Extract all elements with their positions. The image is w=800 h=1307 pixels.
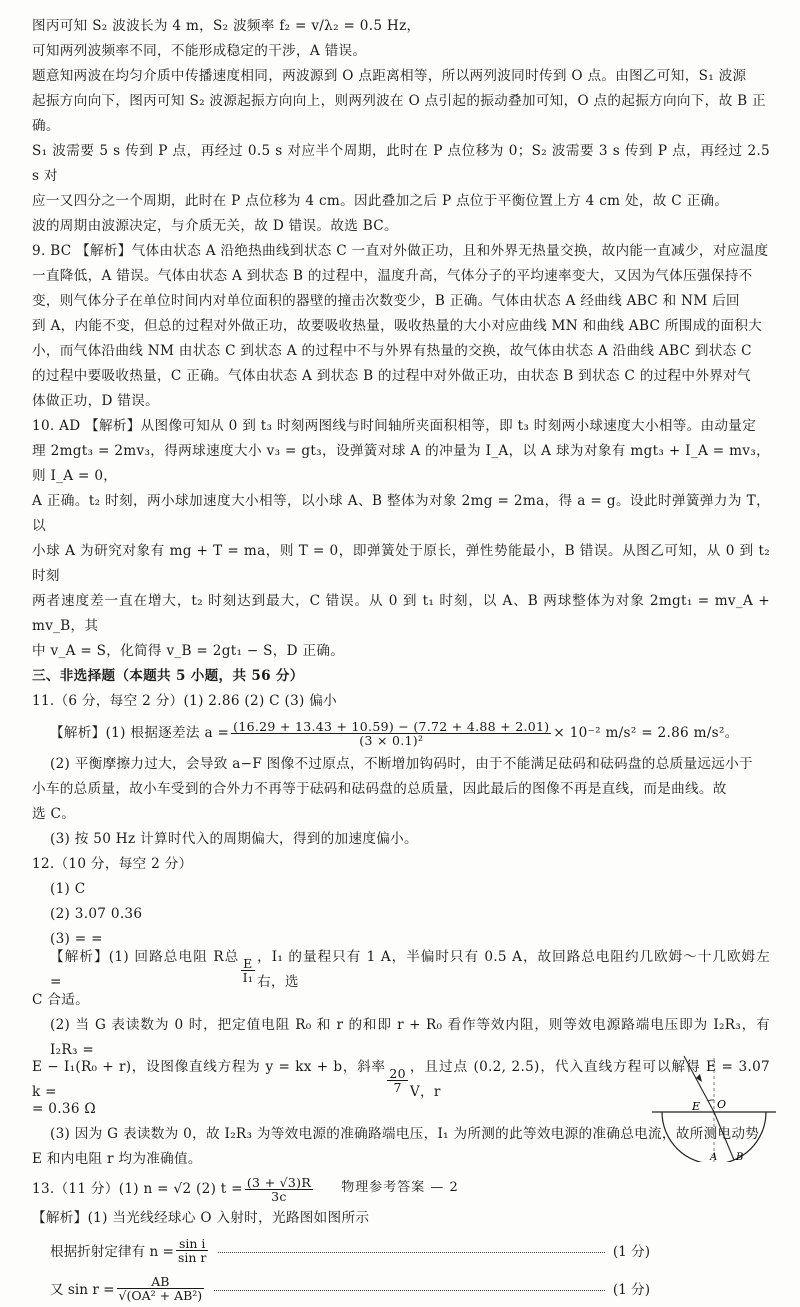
- text-line: 确。: [32, 118, 60, 134]
- q10-line: 两者速度差一直在增大，t₂ 时刻达到最大，C 错误。从 0 到 t₁ 时刻，以 A、B 两球整体为对象 2mgt₁ = mv_A + mv_B，其: [32, 593, 770, 634]
- q10-line: A 正确。t₂ 时刻，两小球加速度大小相等，以小球 A、B 整体为对象 2mg = 2ma，得 a = g。设此时弹簧弹力为 T，以: [32, 493, 770, 534]
- score-label: (1 分): [612, 1282, 650, 1298]
- text-line: S₁ 波需要 5 s 传到 P 点，再经过 0.5 s 对应半个周期，此时在 P 点位移为 0；S₂ 波需要 3 s 传到 P 点，再经过 2.5 s 对: [32, 143, 770, 184]
- q11-formula-lead: 【解析】(1) 根据逐差法 a =: [50, 724, 230, 741]
- q12-line: C 合适。: [32, 992, 90, 1008]
- q9-line: 变，则气体分子在单位时间内对单位面积的器壁的撞击次数变少，B 正确。气体由状态 A 经曲线 ABC 和 NM 后回: [32, 293, 740, 309]
- q11-formula-tail: × 10⁻² m/s² = 2.86 m/s²。: [553, 724, 739, 741]
- fraction: [231, 720, 551, 747]
- q10-line: 中 v_A = S，化简得 v_B = 2gt₁ − S，D 正确。: [32, 643, 345, 659]
- text-line: 可知两列波频率不同，不能形成稳定的干涉，A 错误。: [32, 43, 367, 59]
- fraction: [117, 1275, 205, 1302]
- q9-line: 小，而气体沿曲线 NM 由状态 C 到状态 A 的过程中不与外界有热量的交换，故气体由状态 A 沿曲线 ABC 到状态 C: [32, 343, 752, 359]
- light-path-diagram: [648, 1052, 780, 1162]
- q12-answer-2: (2) 3.07 0.36: [50, 906, 143, 922]
- q12-line: (3) 因为 G 表读数为 0，故 I₂R₃ 为等效电源的准确路端电压，I₁ 为所测的此等效电源的准确总电流，故所测电动势: [50, 1126, 760, 1142]
- label-e: E: [692, 1100, 701, 1113]
- score-label: (1 分): [612, 1244, 650, 1260]
- label-b: B: [736, 1152, 744, 1162]
- q9-line: 9. BC 【解析】气体由状态 A 沿绝热曲线到状态 C 一直对外做正功，且和外界无热量交换，故内能一直减少，对应温度: [32, 243, 769, 259]
- q11-line: 小车的总质量，故小车受到的合外力不再等于砝码和砝码盘的总质量，因此最后的图像不再是直线，而是曲线。故: [32, 781, 727, 797]
- q13-line: 【解析】(1) 当光线经球心 O 入射时，光路图如图所示: [32, 1210, 370, 1226]
- label-a: A: [710, 1152, 718, 1162]
- section-heading: 三、非选择题（本题共 5 小题，共 56 分）: [32, 668, 304, 684]
- q12-slope-tail: ，且过点 (0.2, 2.5)，代入直线方程可以解得 E = 3.07 V，r: [409, 1059, 770, 1100]
- denominator: (3 × 0.1)²: [359, 732, 424, 748]
- denominator: 7: [393, 1079, 402, 1095]
- q12-answer-1: (1) C: [50, 881, 86, 897]
- label-o: O: [717, 1098, 727, 1111]
- q12-line: = 0.36 Ω: [32, 1101, 96, 1117]
- q9-line: 到 A，内能不变，但总的过程对外做正功，故要吸收热量，吸收热量的大小对应曲线 MN 和曲线 ABC 所围成的面积大: [32, 318, 763, 334]
- denominator: √(OA² + AB²): [118, 1287, 203, 1303]
- page-footer: 物理参考答案 — 2: [341, 1180, 459, 1195]
- denominator: I₁: [242, 969, 254, 985]
- text-line: 题意知两波在均匀介质中传播速度相同，两波源到 O 点距离相等，所以两列波同时传到 O 点。由图乙可知，S₁ 波源: [32, 68, 747, 84]
- numerator: (16.29 + 13.43 + 10.59) − (7.72 + 4.88 + 2.01): [233, 718, 550, 734]
- q11-formula: [32, 714, 770, 752]
- q12-answer: 12.（10 分，每空 2 分）: [32, 856, 193, 872]
- q10-line: 10. AD 【解析】从图像可知从 0 到 t₃ 时刻两图线与时间轴所夹面积相等，即 t₃ 时刻两小球速度大小相等。由动量定: [32, 418, 757, 434]
- q13-eq2: [32, 1269, 650, 1307]
- numerator: 20: [389, 1065, 406, 1081]
- angle-arc: [708, 1100, 714, 1101]
- denominator: sin r: [177, 1249, 207, 1265]
- q10-line: 理 2mgt₃ = 2mv₃，得两球速度大小 v₃ = gt₃，设弹簧对球 A 的冲量为 I_A，以 A 球为对象有 mgt₃ + I_A = mv₃，则 I_A = 0，: [32, 443, 770, 484]
- leader-dots: [218, 1252, 604, 1253]
- fraction: [176, 1237, 208, 1264]
- fraction: [387, 1067, 408, 1094]
- q11-line: 选 C。: [32, 806, 76, 822]
- q13-eq1-lead: 根据折射定律有 n =: [50, 1244, 174, 1260]
- numerator: E: [241, 957, 256, 971]
- q9-line: 的过程中要吸收热量，C 正确。气体由状态 A 到状态 B 的过程中对外做正功，由状态 B 到状态 C 的过程中外界对气: [32, 368, 751, 384]
- denominator: 3c: [271, 1188, 287, 1204]
- q13-answer-lead: 13.（11 分）(1) n = √2 (2) t =: [32, 1180, 243, 1197]
- q12-slope-lead: E − I₁(R₀ + r)，设图像直线方程为 y = kx + b，斜率 k =: [32, 1059, 386, 1100]
- q12-formula-lead: 【解析】(1) 回路总电阻 R总 =: [50, 949, 239, 990]
- q12-line: (2) 当 G 表读数为 0 时，把定值电阻 R₀ 和 r 的和即 r + R₀ 看作等效内阻，则等效电源路端电压即为 I₂R₃，有 I₂R₃ =: [50, 1017, 770, 1058]
- q10-line: 小球 A 为研究对象有 mg + T = ma，则 T = 0，即弹簧处于原长，弹性势能最小，B 错误。从图乙可知，从 0 到 t₂ 时刻: [32, 543, 770, 584]
- text-line: 波的周期由波源决定，与介质无关，故 D 错误。故选 BC。: [32, 218, 398, 234]
- q11-answer: 11.（6 分，每空 2 分）(1) 2.86 (2) C (3) 偏小: [32, 693, 338, 709]
- q11-line: (2) 平衡摩擦力过大，会导致 a−F 图像不过原点，不断增加钩码时，由于不能满足砝码和砝码盘的总质量远远小于: [50, 756, 753, 772]
- q9-line: 体做正功，D 错误。: [32, 393, 159, 409]
- q12-formula: [32, 949, 770, 990]
- numerator: sin i: [176, 1237, 208, 1251]
- q13-eq2-lead: 又 sin r =: [50, 1282, 115, 1298]
- q12-formula-tail: ，I₁ 的量程只有 1 A，半偏时只有 0.5 A，故回路总电阻约几欧姆～十几欧姆左右，选: [257, 949, 770, 990]
- q12-line: E 和内电阻 r 均为准确值。: [32, 1151, 202, 1167]
- q13-eq1: [32, 1231, 650, 1269]
- q9-line: 一直降低，A 错误。气体由状态 A 到状态 B 的过程中，温度升高，气体分子的平均速率变大，又因为气体压强保持不: [32, 268, 753, 284]
- text-line: 图丙可知 S₂ 波波长为 4 m，S₂ 波频率 f₂ = v/λ₂ = 0.5 Hz，: [32, 18, 421, 34]
- text-line: 起振方向向下，图丙可知 S₂ 波源起振方向向上，则两列波在 O 点引起的振动叠加可知，O 点的起振方向向下，故 B 正: [32, 93, 766, 109]
- text-line: 应一又四分之一个周期，此时在 P 点位移为 4 cm。因此叠加之后 P 点位于平衡位置上方 4 cm 处，故 C 正确。: [32, 193, 729, 209]
- numerator: AB: [117, 1275, 205, 1289]
- fraction: [241, 957, 256, 984]
- numerator: (3 + √3)R: [246, 1174, 312, 1190]
- q11-line: (3) 按 50 Hz 计算时代入的周期偏大，得到的加速度偏小。: [50, 831, 418, 847]
- leader-dots: [214, 1290, 605, 1291]
- q12-answer-3: (3) = =: [50, 931, 103, 947]
